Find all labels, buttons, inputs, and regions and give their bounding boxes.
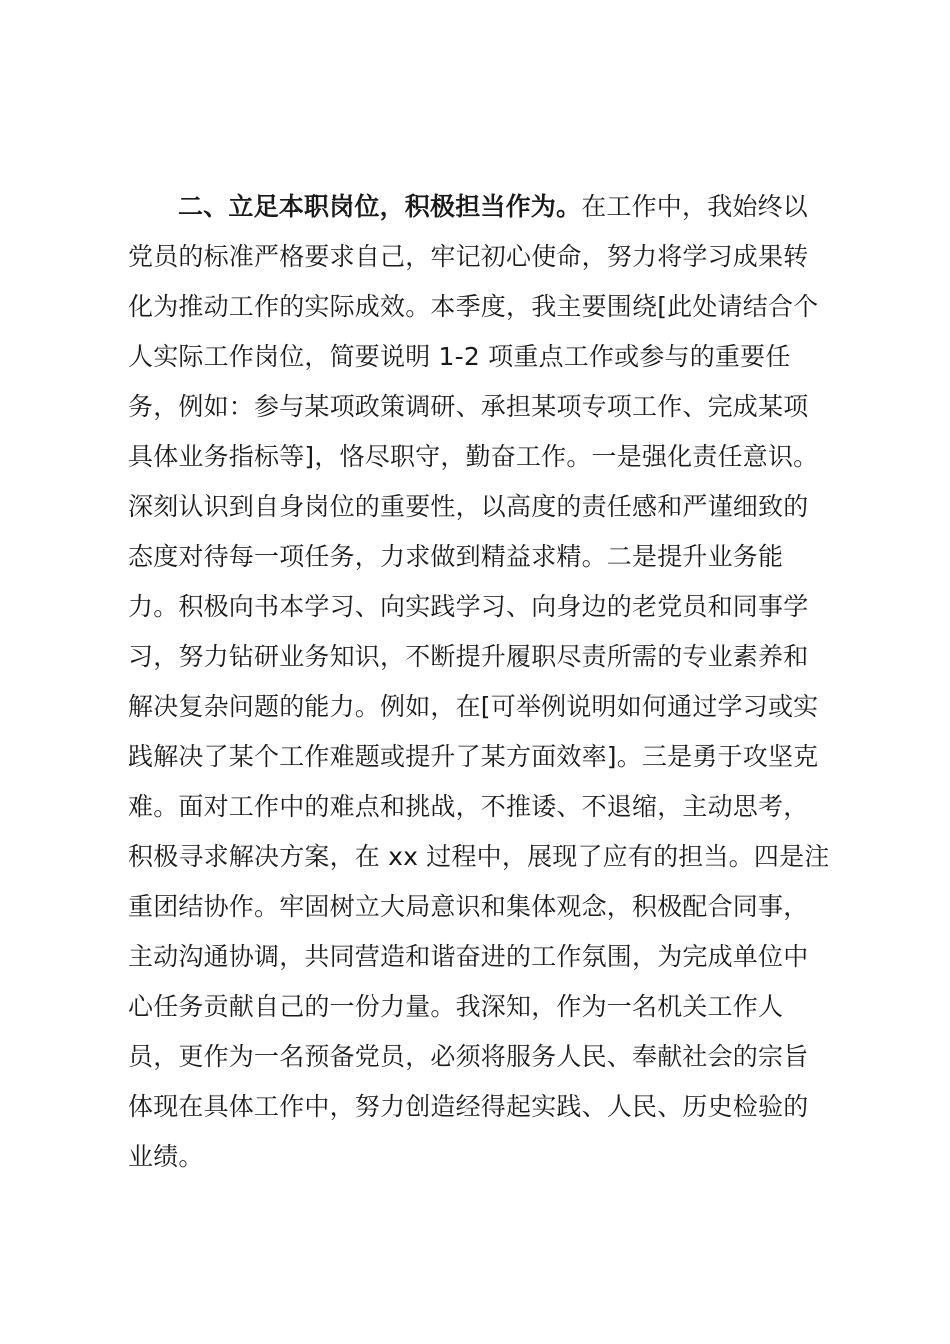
paragraph-line-8: 态度对待每一项任务，力求做到精益求精。二是提升业务能 bbox=[128, 542, 784, 571]
paragraph-line-1 bbox=[128, 182, 838, 232]
paragraph-line-11: 解决复杂问题的能力。例如，在[可举例说明如何通过学习或实 bbox=[128, 692, 819, 721]
paragraph-line-17: 心任务贡献自己的一份力量。我深知，作为一名机关工作人 bbox=[128, 992, 784, 1021]
paragraph-line-18: 员，更作为一名预备党员，必须将服务人民、奉献社会的宗旨 bbox=[128, 1042, 809, 1071]
paragraph-line-5: 务，例如：参与某项政策调研、承担某项专项工作、完成某项 bbox=[128, 392, 809, 421]
paragraph-line-9: 力。积极向书本学习、向实践学习、向身边的老党员和同事学 bbox=[128, 592, 809, 621]
paragraph-line-14: 积极寻求解决方案，在 xx 过程中，展现了应有的担当。四是注 bbox=[128, 842, 830, 871]
paragraph-line-3: 化为推动工作的实际成效。本季度，我主要围绕[此处请结合个 bbox=[128, 292, 819, 321]
paragraph-line-13: 难。面对工作中的难点和挑战，不推诿、不退缩，主动思考， bbox=[128, 792, 809, 821]
paragraph-line-20: 业绩。 bbox=[128, 1142, 204, 1171]
paragraph-line-7: 深刻认识到自身岗位的重要性，以高度的责任感和严谨细致的 bbox=[128, 492, 809, 521]
paragraph-line-19: 体现在具体工作中，努力创造经得起实践、人民、历史检验的 bbox=[128, 1092, 809, 1121]
paragraph-line-6: 具体业务指标等]，恪尽职守，勤奋工作。一是强化责任意识。 bbox=[128, 442, 819, 471]
body-paragraph bbox=[128, 182, 838, 1182]
paragraph-line-2: 党员的标准严格要求自己，牢记初心使命，努力将学习成果转 bbox=[128, 242, 809, 271]
paragraph-line-16: 主动沟通协调，共同营造和谐奋进的工作氛围，为完成单位中 bbox=[128, 942, 809, 971]
paragraph-line-4: 人实际工作岗位，简要说明 1-2 项重点工作或参与的重要任 bbox=[128, 342, 791, 371]
paragraph-line-15: 重团结协作。牢固树立大局意识和集体观念，积极配合同事， bbox=[128, 892, 809, 921]
section-heading: 二、立足本职岗位，积极担当作为。 bbox=[178, 192, 582, 221]
paragraph-text: 在工作中，我始终以 bbox=[581, 192, 809, 221]
paragraph-line-10: 习，努力钻研业务知识，不断提升履职尽责所需的专业素养和 bbox=[128, 642, 809, 671]
paragraph-line-12: 践解决了某个工作难题或提升了某方面效率]。三是勇于攻坚克 bbox=[128, 742, 819, 771]
